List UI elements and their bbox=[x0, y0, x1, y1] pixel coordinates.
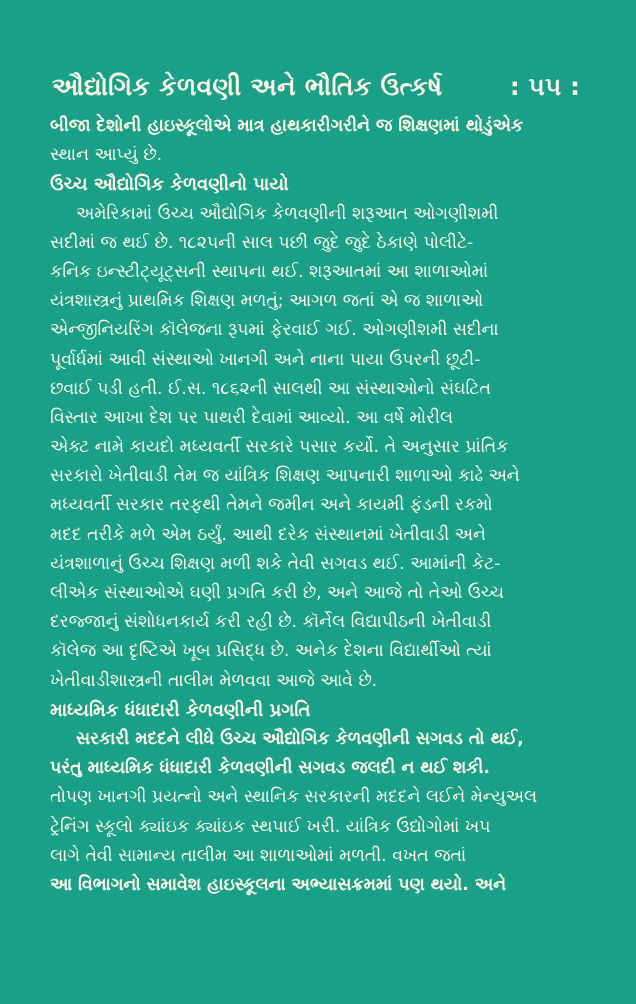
text-line: એન્જીનિયરિંગ કૉલેજના રૂપમાં ફેરવાઈ ગઈ. ઓગણીશમી સદીના bbox=[50, 320, 499, 341]
text-line: બીજા દેશોની હાઇસ્કૂલોએ માત્ર હાથકારીગરીને જ શિક્ષણમાં થોડુંએક bbox=[50, 116, 524, 136]
running-title: ઔદ્યોગિક કેળવણી અને ભૌતિક ઉત્કર્ષ bbox=[52, 72, 443, 101]
text-line: એક્ટ નામે કાયદો મધ્યવર્તી સરકારે પસાર કર્યો. તે અનુસાર પ્રાંતિક bbox=[50, 437, 509, 458]
text-line: ટ્રેનિંગ સ્કૂલો ક્યાંઇક ક્યાંઇક સ્થપાઈ ખરી. યાંત્રિક ઉદ્યોગોમાં ખપ bbox=[50, 816, 491, 837]
text-line: ખેતીવાડીશાસ્ત્રની તાલીમ મેળવવા આજે આવે છે. bbox=[50, 670, 378, 691]
text-line: મદદ તરીકે મળે એમ ઠર્યું. આથી દરેક સંસ્થાનમાં ખેતીવાડી અને bbox=[50, 524, 486, 545]
text-line: અમેરિકામાં ઉચ્ચ ઔદ્યોગિક કેળવણીની શરૂઆત ઓગણીશમી bbox=[76, 203, 499, 224]
page-header bbox=[0, 68, 636, 108]
text-line: કનિક ઇન્સ્ટીટ્યૂટ્સની સ્થાપના થઈ. શરૂઆતમાં આ શાળાઓમાં bbox=[50, 261, 489, 282]
text-line: દરજ્જાનું સંશોધનકાર્ય કરી રહી છે. કૉર્નેલ વિદ્યાપીઠની ખેતીવાડી bbox=[50, 612, 492, 633]
text-line: છવાઈ પડી હતી. ઈ.સ. ૧૮૬૨ની સાલથી આ સંસ્થાઓનો સંઘટિત bbox=[50, 378, 491, 399]
text-line: સરકારો ખેતીવાડી તેમ જ યાંત્રિક શિક્ષણ આપનારી શાળાઓ કાઢે અને bbox=[50, 466, 520, 487]
text-line: પૂર્વાર્ધમાં આવી સંસ્થાઓ ખાનગી અને નાના પાયા ઉપરની છૂટી- bbox=[50, 349, 481, 370]
text-line: પરંતુ માધ્યમિક ધંધાદારી કેળવણીની સગવડ જલદી ન થઈ શકી. bbox=[50, 758, 490, 779]
section-heading: ઉચ્ચ ઔદ્યોગિક કેળવણીનો પાયો bbox=[50, 174, 289, 196]
text-line: સદીમાં જ થઈ છે. ૧૮૨૫ની સાલ પછી જુદે જુદે ઠેકાણે પોલીટે- bbox=[50, 232, 474, 253]
text-line: લાગે તેવી સામાન્ય તાલીમ આ શાળાઓમાં મળતી. વખત જતાં bbox=[50, 845, 467, 866]
text-line: યંત્રશાસ્ત્રનું પ્રાથમિક શિક્ષણ મળતું; આગળ જતાં એ જ શાળાઓ bbox=[50, 291, 483, 312]
text-line: સરકારી મદદને લીધે ઉચ્ચ ઔદ્યોગિક કેળવણીની સગવડ તો થઈ, bbox=[76, 728, 524, 749]
text-line: મધ્યવર્તી સરકાર તરફથી તેમને જમીન અને કાયમી ફંડની રકમો bbox=[50, 495, 493, 516]
text-line: યંત્રશાળાનું ઉચ્ચ શિક્ષણ મળી શકે તેવી સગવડ થઈ. આમાંની કેટ- bbox=[50, 553, 501, 574]
text-line: કૉલેજ આ દૃષ્ટિએ ખૂબ પ્રસિદ્ધ છે. અનેક દેશના વિદ્યાર્થીઓ ત્યાં bbox=[50, 641, 492, 662]
page-body bbox=[50, 112, 590, 900]
text-line: સ્થાન આપ્યું છે. bbox=[50, 145, 163, 166]
text-line: વિસ્તાર આખા દેશ પર પાથરી દેવામાં આવ્યો. આ વર્ષે મોરીલ bbox=[50, 407, 453, 428]
page-number: : ૫૫ : bbox=[509, 72, 580, 101]
section-heading: માધ્યમિક ધંધાદારી કેળવણીની પ્રગતિ bbox=[50, 699, 311, 721]
text-line: તોપણ ખાનગી પ્રયત્નો અને સ્થાનિક સરકારની મદદને લઈને મેન્યુઅલ bbox=[50, 787, 537, 808]
text-line: આ વિભાગનો સમાવેશ હાઇસ્કૂલના અભ્યાસક્રમમાં પણ થયો. અને bbox=[50, 874, 506, 895]
text-line: લીએક સંસ્થાઓએ ઘણી પ્રગતિ કરી છે, અને આજે તો તેઓ ઉચ્ચ bbox=[50, 583, 504, 603]
